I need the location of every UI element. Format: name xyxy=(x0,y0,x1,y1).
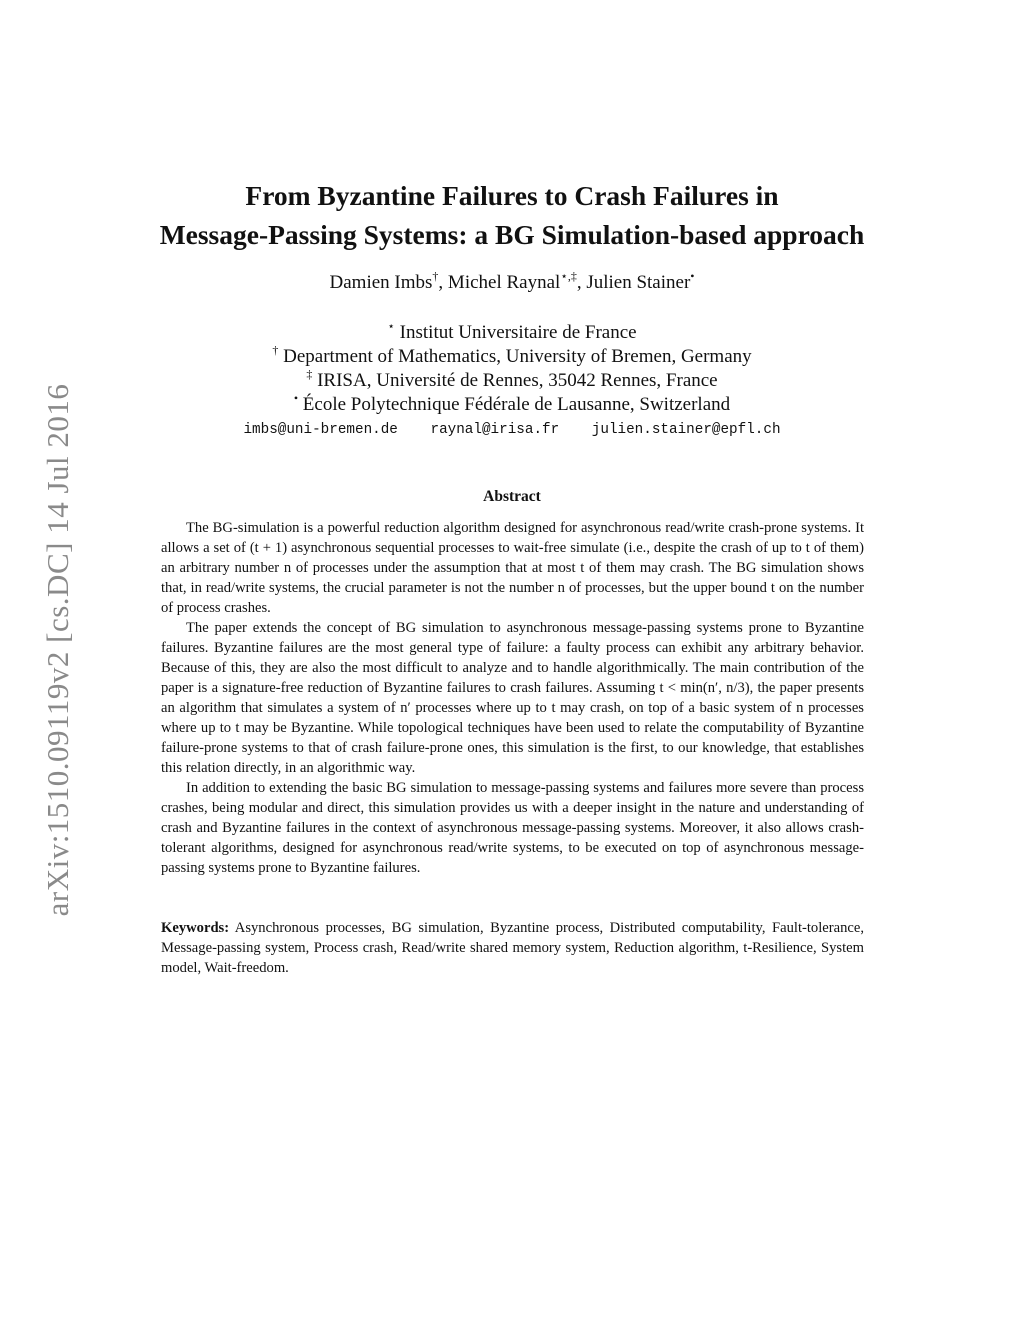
paper-title xyxy=(0,176,1024,254)
title-line-1: From Byzantine Failures to Crash Failures in xyxy=(245,180,779,211)
author-name: Damien Imbs xyxy=(329,272,433,293)
affiliation-mark: † xyxy=(272,342,279,357)
keywords-text: Asynchronous processes, BG simulation, Byzantine process, Distributed computability, Fault-tolerance, Message-passing system, Process crash, Read/write shared memory system, Reduction algorithm, t-Resilience, System model, Wait-freedom. xyxy=(161,920,864,976)
author-list: Damien Imbs†, Michel Raynal⋆,‡, Julien Stainer• xyxy=(329,268,695,293)
affiliation-list xyxy=(0,318,1024,417)
affiliation-line xyxy=(0,318,1024,345)
email-address[interactable]: julien.stainer@epfl.ch xyxy=(591,422,781,438)
abstract-heading: Abstract xyxy=(483,488,541,505)
email-list xyxy=(0,422,1024,438)
email-address[interactable]: raynal@irisa.fr xyxy=(430,422,560,438)
author-name: Michel Raynal xyxy=(447,272,561,293)
affiliation-line xyxy=(0,366,1024,393)
affiliation-line xyxy=(0,342,1024,369)
abstract-paragraph: The paper extends the concept of BG simulation to asynchronous message-passing systems prone to Byzantine failures. Byzantine failures are the most general type of failure: a faulty process can exhibit any arbitrary behavior. Because of this, they are also the most difficult to analyze and to handle algorithmically. The main contribution of the paper is a signature-free reduction of Byzantine failures to crash failures. Assuming t < min(n′, n/3), the paper presents an algorithm that simulates a system of n′ processes where up to t may crash, on top of a basic system of n processes where up to t may be Byzantine. While topological techniques have been used to relate the computability of Byzantine failure-prone systems to that of crash failure-prone ones, this simulation is the first, to our knowledge, that establishes this relation directly, in an algorithmic way. xyxy=(161,620,864,776)
title-line-2: Message-Passing Systems: a BG Simulation-based approach xyxy=(159,219,865,250)
author-name: Julien Stainer xyxy=(586,272,691,293)
arxiv-identifier-stamp: arXiv:1510.09119v2 [cs.DC] 14 Jul 2016 xyxy=(40,383,75,917)
author-mark: ⋆,‡ xyxy=(560,268,577,283)
abstract-body xyxy=(161,518,864,878)
author-mark: • xyxy=(690,268,695,283)
affiliation-text: Institut Universitaire de France xyxy=(399,322,637,343)
keywords-label: Keywords: xyxy=(161,920,230,936)
abstract-paragraph: In addition to extending the basic BG simulation to message-passing systems and failures more severe than process crashes, being modular and direct, this simulation provides us with a deeper insight in the nature and understanding of crash and Byzantine failures in the context of asynchronous message-passing systems. Moreover, it also allows crash-tolerant algorithms, designed for asynchronous read/write systems, to be executed on top of asynchronous message-passing systems prone to Byzantine failures. xyxy=(161,780,864,876)
email-address[interactable]: imbs@uni-bremen.de xyxy=(243,422,398,438)
affiliation-text: École Polytechnique Fédérale de Lausanne, Switzerland xyxy=(302,394,731,415)
abstract-paragraph: The BG-simulation is a powerful reduction algorithm designed for asynchronous read/write crash-prone systems. It allows a set of (t + 1) asynchronous sequential processes to wait-free simulate (i.e., despite the crash of up to t of them) an arbitrary number n of processes under the assumption that at most t of them may crash. The BG simulation shows that, in read/write systems, the crucial parameter is not the number n of processes, but the upper bound t on the number of process crashes. xyxy=(161,520,864,616)
affiliation-text: Department of Mathematics, University of Bremen, Germany xyxy=(283,346,752,367)
author-mark: † xyxy=(432,268,439,283)
affiliation-line xyxy=(0,390,1024,417)
affiliation-text: IRISA, Université de Rennes, 35042 Rennes, France xyxy=(317,370,718,391)
affiliation-mark: • xyxy=(293,390,299,405)
affiliation-mark: ⋆ xyxy=(387,318,395,333)
affiliation-mark: ‡ xyxy=(306,366,313,381)
keywords-section xyxy=(161,918,864,978)
